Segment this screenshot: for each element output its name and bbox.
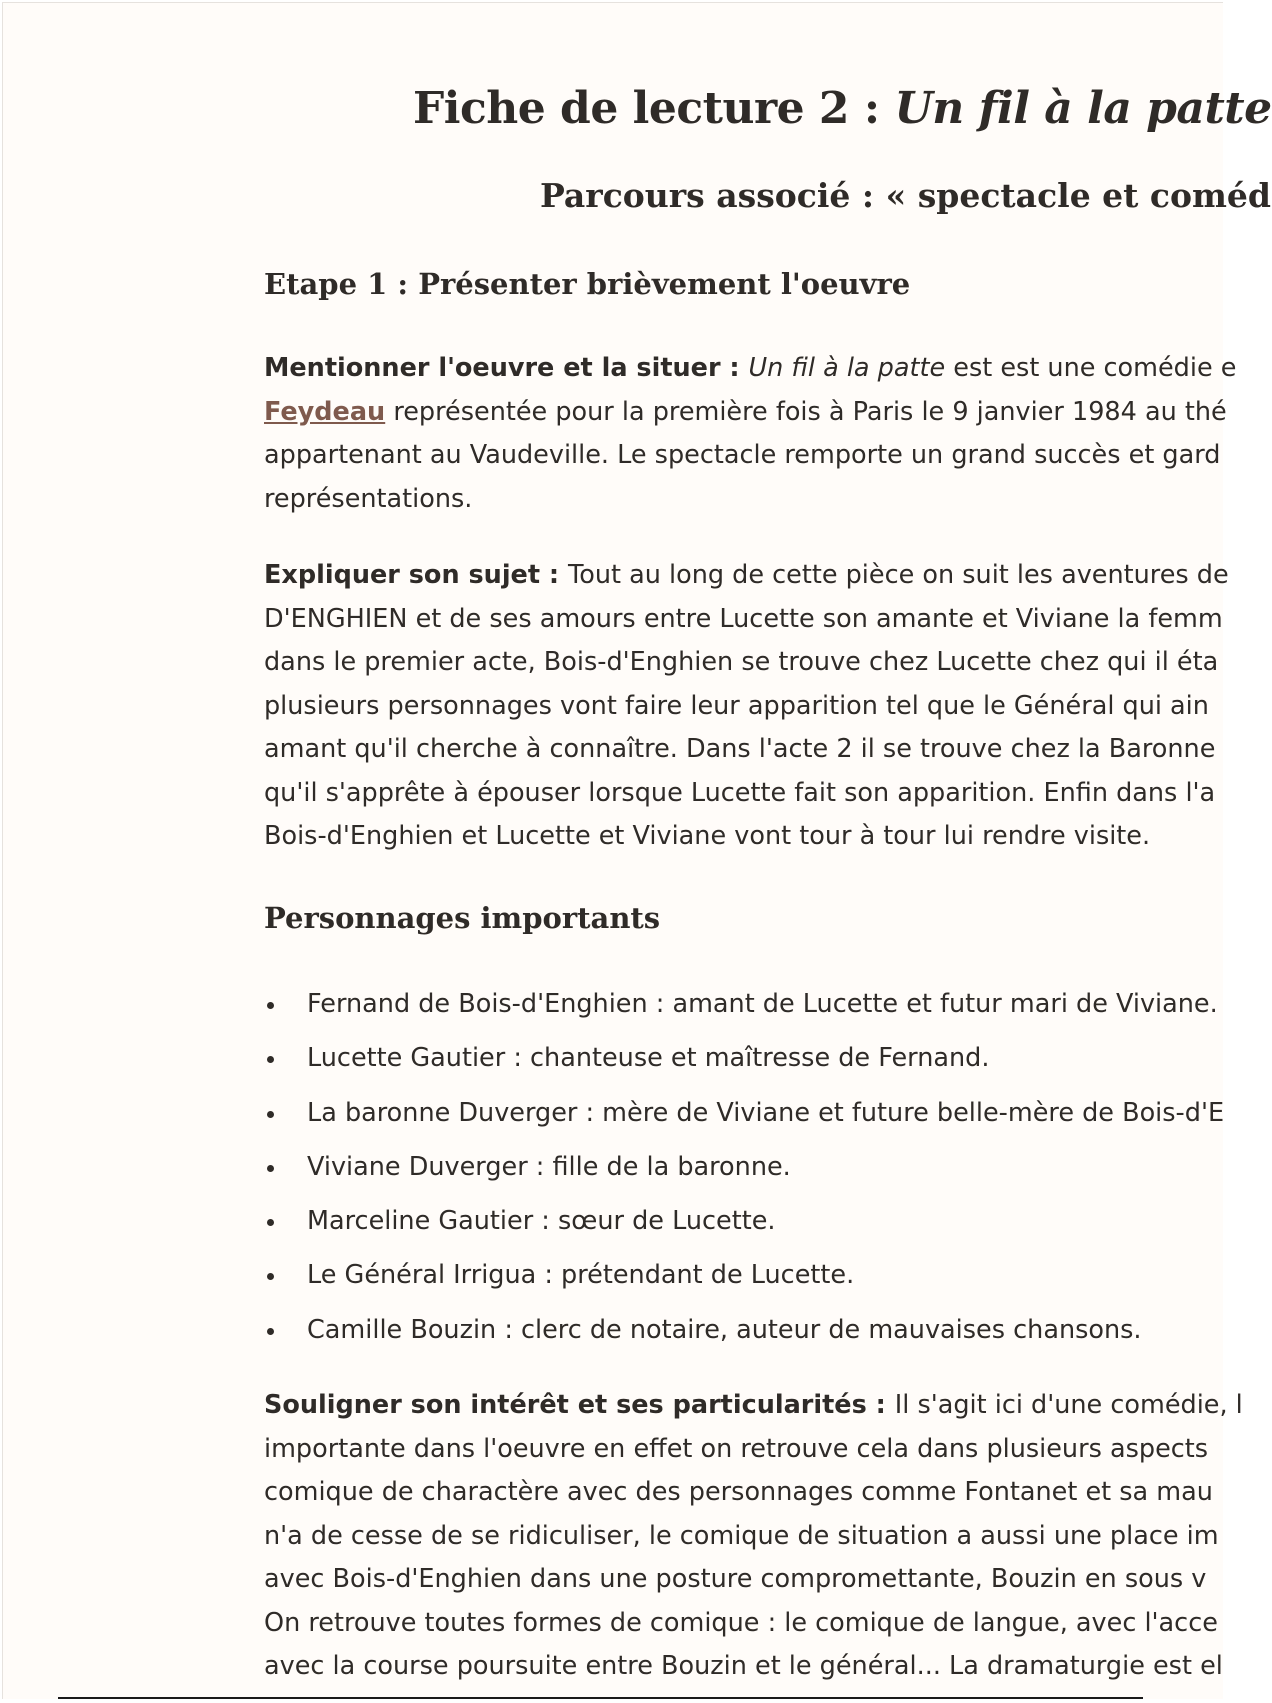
subject-paragraph	[264, 554, 1229, 859]
subject-line-6: qu'il s'apprête à épouser lorsque Lucette fait son apparition. Enfin dans l'a	[264, 777, 1216, 808]
interest-line-4: n'a de cesse de se ridiculiser, le comique de situation a aussi une place im	[264, 1520, 1219, 1551]
subject-line-1-rest: Tout au long de cette pièce on suit les aventures de	[568, 560, 1229, 590]
interest-paragraph	[264, 1384, 1243, 1689]
subject-line-5: amant qu'il cherche à connaître. Dans l'acte 2 il se trouve chez la Baronne	[264, 734, 1216, 764]
characters-list	[264, 983, 1224, 1363]
subject-line-2: D'ENGHIEN et de ses amours entre Lucette son amante et Viviane la femm	[264, 603, 1223, 634]
bullet-icon	[267, 1111, 274, 1118]
list-item	[264, 1200, 1224, 1254]
character-text: Viviane Duverger : fille de la baronne.	[307, 1151, 791, 1182]
list-item	[264, 1254, 1224, 1308]
mention-line-3: appartenant au Vaudeville. Le spectacle remporte un grand succès et gard	[264, 440, 1221, 470]
interest-line-1	[264, 1384, 1243, 1428]
subject-line-1	[264, 554, 1229, 598]
character-text: La baronne Duverger : mère de Viviane et future belle-mère de Bois-d'E	[307, 1097, 1225, 1128]
subject-line-3: dans le premier acte, Bois-d'Enghien se trouve chez Lucette chez qui il éta	[264, 647, 1219, 677]
mention-line-4: représentations.	[264, 483, 473, 514]
list-item	[264, 1146, 1224, 1200]
mention-work-title: Un fil à la patte	[748, 353, 946, 383]
interest-label: Souligner son intérêt et ses particularités :	[264, 1390, 895, 1420]
character-text: Camille Bouzin : clerc de notaire, auteur de mauvaises chansons.	[307, 1314, 1142, 1345]
mention-label: Mentionner l'oeuvre et la situer :	[264, 353, 749, 383]
document-page	[2, 2, 1272, 1699]
bullet-icon	[267, 1219, 274, 1226]
page-subtitle: Parcours associé : « spectacle et coméd	[540, 176, 1271, 215]
list-item	[264, 1037, 1224, 1091]
step1-heading: Etape 1 : Présenter brièvement l'oeuvre	[264, 267, 911, 301]
bullet-icon	[267, 1056, 274, 1063]
bullet-icon	[267, 1002, 274, 1009]
bullet-icon	[267, 1165, 274, 1172]
bullet-icon	[267, 1273, 274, 1280]
bullet-icon	[267, 1328, 274, 1335]
bottom-divider	[58, 1697, 1143, 1699]
mention-line-1	[264, 347, 1236, 391]
subject-line-4: plusieurs personnages vont faire leur apparition tel que le Général qui ain	[264, 690, 1209, 721]
interest-line-2: importante dans l'oeuvre en effet on retrouve cela dans plusieurs aspects	[264, 1433, 1209, 1464]
subject-label: Expliquer son sujet :	[264, 560, 568, 590]
subject-line-7: Bois-d'Enghien et Lucette et Viviane vont tour à tour lui rendre visite.	[264, 821, 1151, 851]
document-content	[3, 3, 1272, 1703]
mention-paragraph	[264, 347, 1236, 521]
mention-line-1-rest: est est une comédie e	[945, 353, 1237, 383]
characters-heading: Personnages importants	[264, 901, 661, 935]
list-item	[264, 1309, 1224, 1363]
list-item	[264, 1092, 1224, 1146]
author-link[interactable]: Feydeau	[264, 396, 386, 427]
interest-line-5: avec Bois-d'Enghien dans une posture compromettante, Bouzin en sous v	[264, 1564, 1207, 1594]
interest-line-1-rest: Il s'agit ici d'une comédie, l	[894, 1390, 1243, 1420]
interest-line-3: comique de charactère avec des personnages comme Fontanet et sa mau	[264, 1477, 1213, 1507]
character-text: Fernand de Bois-d'Enghien : amant de Lucette et futur mari de Viviane.	[307, 989, 1218, 1019]
interest-line-7: avec la course poursuite entre Bouzin et le général... La dramaturgie est el	[264, 1651, 1223, 1681]
interest-line-6: On retrouve toutes formes de comique : le comique de langue, avec l'acce	[264, 1607, 1218, 1638]
character-text: Le Général Irrigua : prétendant de Lucette.	[307, 1260, 855, 1291]
list-item	[264, 983, 1224, 1037]
page-title	[413, 83, 1272, 134]
mention-line-2	[264, 391, 1236, 435]
mention-line-2-rest: représentée pour la première fois à Paris le 9 janvier 1984 au thé	[385, 396, 1227, 427]
title-work: Un fil à la patte	[894, 83, 1272, 134]
title-prefix: Fiche de lecture 2 :	[413, 83, 895, 134]
character-text: Marceline Gautier : sœur de Lucette.	[307, 1206, 776, 1237]
character-text: Lucette Gautier : chanteuse et maîtresse de Fernand.	[307, 1043, 990, 1074]
